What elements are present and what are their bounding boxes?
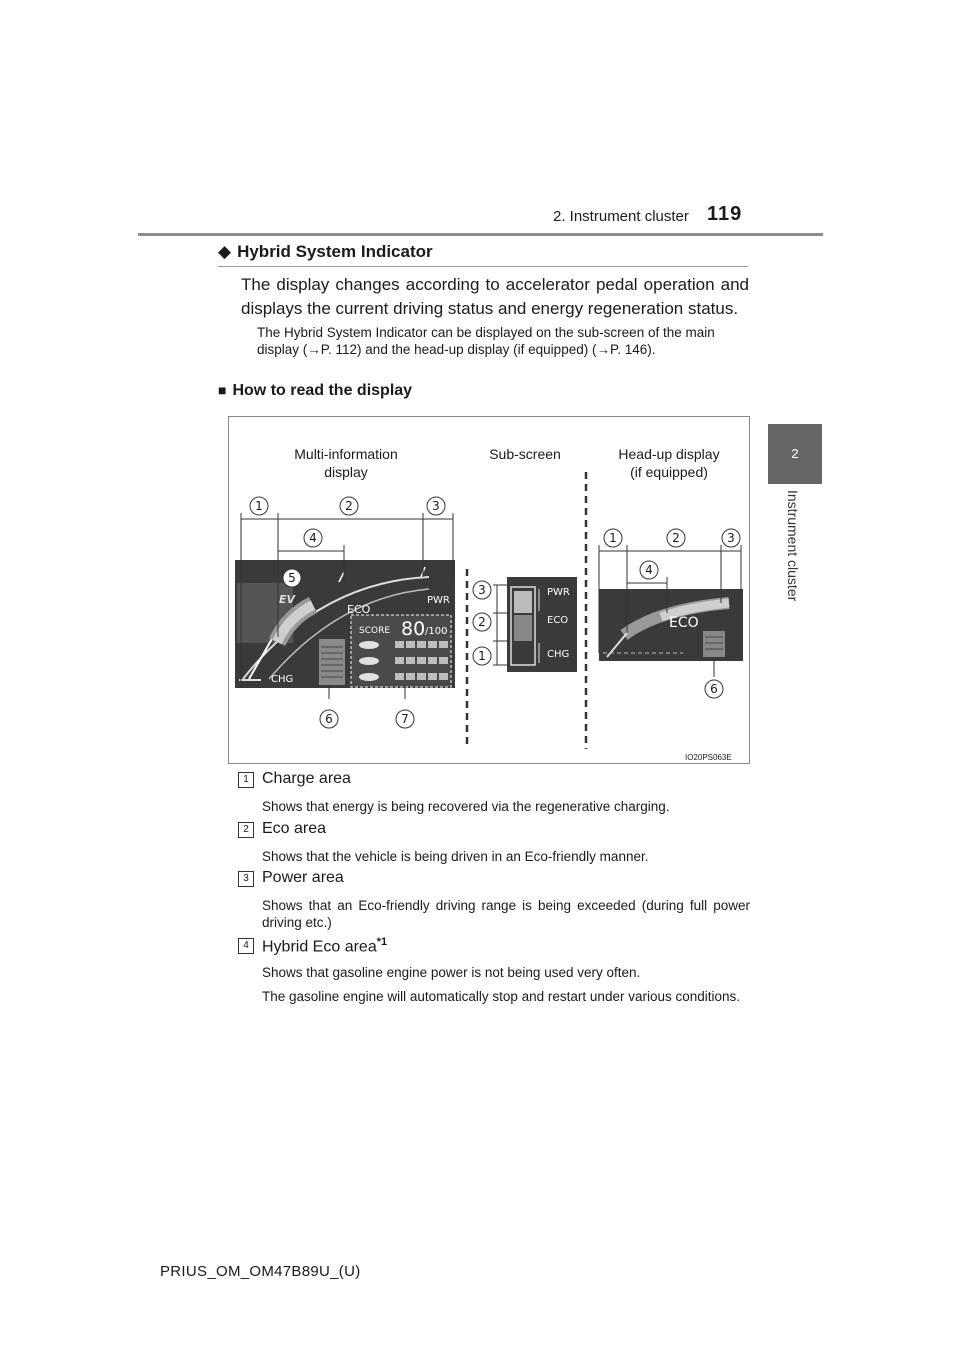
callout-4: 4 (309, 531, 317, 545)
item-title: Power area (262, 869, 344, 886)
footnote-marker: *1 (376, 936, 388, 948)
sub-pwr-text: PWR (547, 587, 570, 598)
callout-1: 1 (255, 499, 263, 513)
chapter-tab[interactable]: 2 (768, 424, 822, 484)
callout-7: 7 (401, 712, 409, 726)
mid-eco-text: ECO (347, 603, 371, 616)
score-max-text: /100 (425, 626, 448, 637)
item-number: 3 (238, 871, 254, 887)
callout-5: 5 (288, 571, 296, 585)
label-multi-information-display: Multi-information display (294, 446, 398, 480)
page-number: 119 (707, 203, 743, 225)
score-label-text: SCORE (359, 626, 391, 636)
intro-paragraph: The display changes according to accelerator pedal operation and displays the current driving status and energy regeneration status. (241, 275, 749, 318)
item-title: Charge area (262, 770, 351, 787)
callout-3: 3 (432, 499, 440, 513)
figure-code: IO20PS063E (685, 753, 732, 762)
hud-eco-text: ECO (669, 615, 699, 631)
sub-eco-text: ECO (547, 615, 569, 626)
square-bullet-icon: ■ (218, 382, 227, 398)
note-paragraph: The Hybrid System Indicator can be displayed on the sub-screen of the main display (→P. 112) and the head-up display (if equipped) (→P. 146). (257, 325, 715, 357)
hud-callout-2: 2 (672, 531, 680, 545)
diagram-figure (228, 416, 750, 764)
subheading (218, 382, 412, 400)
sub-callout-3: 3 (478, 583, 486, 597)
section-label: 2. Instrument cluster (553, 208, 689, 225)
hud-callout-1: 1 (609, 531, 617, 545)
item-description: The gasoline engine will automatically stop and restart under various conditions. (262, 989, 741, 1004)
callout-2: 2 (345, 499, 353, 513)
title-rule (218, 266, 748, 267)
chapter-tab-label: Instrument cluster (785, 490, 801, 602)
item-description: Shows that gasoline engine power is not being used very often. (262, 965, 641, 980)
header-rule (138, 233, 823, 236)
hud-callout-3: 3 (727, 531, 735, 545)
section-title-text: Hybrid System Indicator (237, 242, 433, 261)
label-sub-screen: Sub-screen (489, 446, 561, 462)
score-value-text: 80 (401, 618, 426, 640)
item-number: 2 (238, 822, 254, 838)
sub-callout-2: 2 (478, 615, 486, 629)
footer-code: PRIUS_OM_OM47B89U_(U) (160, 1263, 361, 1280)
hud-callout-4: 4 (645, 563, 653, 577)
section-title (218, 242, 433, 262)
item-title: Eco area (262, 820, 327, 837)
subheading-text: How to read the display (232, 382, 413, 399)
indicator-diagram (229, 417, 749, 763)
item-number: 4 (238, 938, 254, 954)
mid-pwr-text: PWR (427, 595, 450, 606)
diamond-bullet-icon: ◆ (218, 242, 232, 261)
hud-callout-6: 6 (710, 682, 718, 696)
item-title: Hybrid Eco area$^{*1}$ (262, 936, 388, 956)
item-number: 1 (238, 772, 254, 788)
item-description: Shows that the vehicle is being driven in an Eco-friendly manner. (262, 849, 649, 864)
head-up-display-panel (599, 545, 743, 677)
item-description: Shows that energy is being recovered via the regenerative charging. (262, 799, 670, 814)
item-description: Shows that an Eco-friendly driving range is being exceeded (during full power driving etc.) (262, 898, 750, 930)
sub-callout-1: 1 (478, 649, 486, 663)
sub-chg-text: CHG (547, 649, 570, 660)
callout-6: 6 (325, 712, 333, 726)
label-head-up-display: Head-up display (if equipped) (618, 446, 720, 480)
ev-indicator-text: EV (279, 593, 296, 606)
mid-chg-text: CHG (271, 674, 294, 685)
